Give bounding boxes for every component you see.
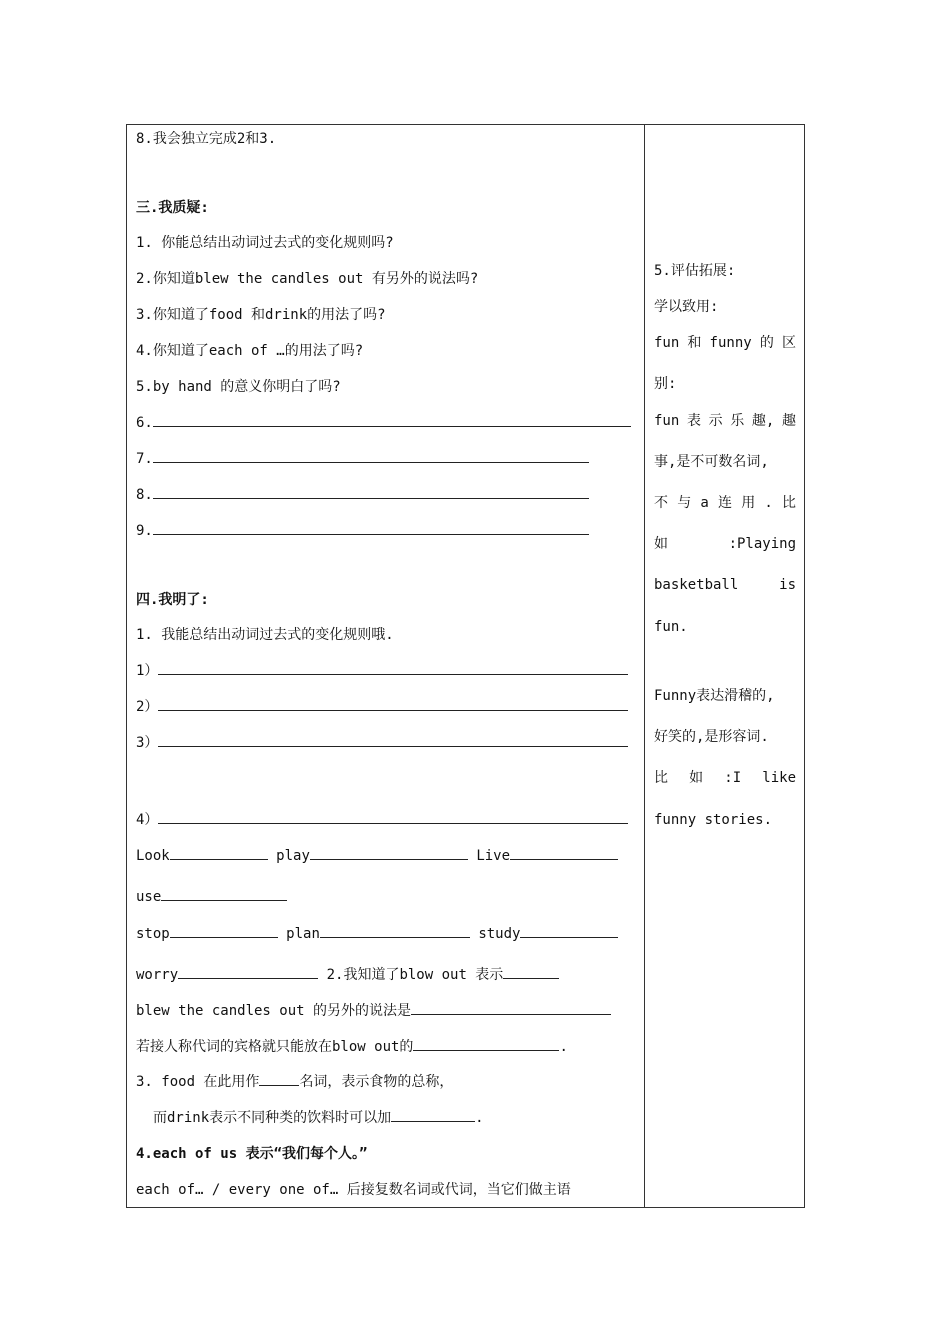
each-of-usage: each of… / every one of… 后接复数名词或代词，当它们做主语 <box>136 1182 571 1198</box>
answer-3: 3. food 在此用作 名词，表示食物的总称， <box>136 1074 454 1090</box>
pronoun-position: 若接人称代词的宾格就只能放在blow out的 . <box>136 1039 568 1055</box>
blew-alternative: blew the candles out 的另外的说法是 <box>136 1002 611 1020</box>
answer-blank[interactable] <box>158 811 628 824</box>
question-2: 2.你知道blew the candles out 有另外的说法吗? <box>136 271 479 287</box>
apply-subtitle: 学以致用: <box>654 299 719 315</box>
question-4: 4.你知道了each of …的用法了吗? <box>136 343 364 359</box>
answer-blank[interactable] <box>411 1002 611 1015</box>
fun-example-1: 如 :Playing <box>654 536 796 552</box>
fun-meaning: fun 表 示 乐 趣, 趣 <box>654 413 796 429</box>
question-8: 8. <box>136 486 589 504</box>
funny-adjective: 好笑的,是形容词. <box>654 729 769 745</box>
answer-blank[interactable] <box>158 698 628 711</box>
verb-blank[interactable] <box>510 847 618 860</box>
verb-blank[interactable] <box>170 847 268 860</box>
answer-blank[interactable] <box>413 1038 559 1051</box>
rule-4: 4） <box>136 811 628 829</box>
verb-blank[interactable] <box>161 888 287 901</box>
section-heading-understand: 四.我明了: <box>136 592 209 608</box>
verb-row-1: Look play Live <box>136 847 618 865</box>
verb-blank[interactable] <box>310 847 468 860</box>
funny-example-1: 比 如 :I like <box>654 770 796 786</box>
answer-blank[interactable] <box>158 662 628 675</box>
verb-row-2: use <box>136 888 287 906</box>
answer-blank[interactable] <box>153 414 631 427</box>
fun-uncountable: 事,是不可数名词, <box>654 454 769 470</box>
verb-blank[interactable] <box>170 925 278 938</box>
fun-funny-diff-cont: 别: <box>654 376 677 392</box>
answer-blank[interactable] <box>503 966 559 979</box>
answer-blank[interactable] <box>158 734 628 747</box>
column-divider <box>644 125 645 1207</box>
rule-2: 2） <box>136 698 628 716</box>
verb-blank[interactable] <box>320 925 470 938</box>
verb-blank[interactable] <box>178 966 318 979</box>
verb-blank[interactable] <box>520 925 618 938</box>
answer-4: 4.each of us 表示“我们每个人。” <box>136 1146 368 1162</box>
question-1: 1. 你能总结出动词过去式的变化规则吗? <box>136 235 394 251</box>
answer-blank[interactable] <box>153 522 589 535</box>
item-8: 8.我会独立完成2和3. <box>136 131 277 147</box>
fun-funny-diff: fun 和 funny 的 区 <box>654 335 796 351</box>
worksheet-table <box>126 124 805 1208</box>
fun-example-2: basketball is <box>654 577 796 593</box>
extension-title: 5.评估拓展: <box>654 263 736 279</box>
funny-meaning: Funny表达滑稽的, <box>654 688 775 704</box>
drink-usage: 而drink表示不同种类的饮料时可以加 . <box>153 1110 484 1126</box>
answer-1: 1. 我能总结出动词过去式的变化规则哦. <box>136 627 394 643</box>
question-5: 5.by hand 的意义你明白了吗? <box>136 379 341 395</box>
answer-blank[interactable] <box>259 1073 299 1086</box>
funny-example-2: funny stories. <box>654 812 773 828</box>
verb-row-4: worry 2.我知道了blow out 表示 <box>136 966 559 984</box>
question-3: 3.你知道了food 和drink的用法了吗? <box>136 307 386 323</box>
fun-example-3: fun. <box>654 619 688 635</box>
rule-1: 1） <box>136 662 628 680</box>
verb-row-3: stop plan study <box>136 925 618 943</box>
question-9: 9. <box>136 522 589 540</box>
answer-blank[interactable] <box>153 450 589 463</box>
answer-blank[interactable] <box>391 1109 475 1122</box>
answer-blank[interactable] <box>153 486 589 499</box>
rule-3: 3） <box>136 734 628 752</box>
fun-no-a: 不 与 a 连 用 . 比 <box>654 495 796 511</box>
question-6: 6. <box>136 414 631 432</box>
section-heading-question: 三.我质疑: <box>136 200 209 216</box>
question-7: 7. <box>136 450 589 468</box>
